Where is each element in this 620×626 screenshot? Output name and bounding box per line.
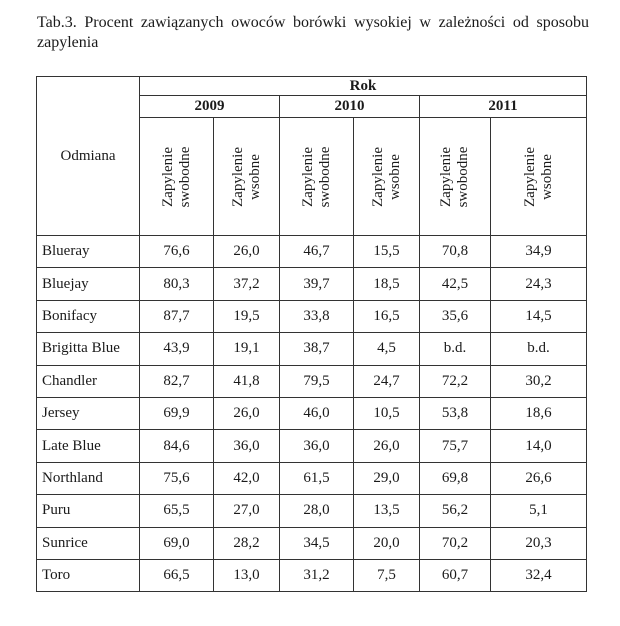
- table-row: [37, 430, 587, 462]
- value-cell: 36,0: [214, 430, 280, 462]
- method-header-free-2010: Zapylenie swobodne: [280, 118, 354, 236]
- table-row: [37, 268, 587, 300]
- value-cell: 69,9: [140, 397, 214, 429]
- variety-name-cell: Toro: [37, 559, 140, 591]
- value-cell: 10,5: [354, 397, 420, 429]
- rok-header: Rok: [140, 77, 587, 96]
- value-cell: 84,6: [140, 430, 214, 462]
- value-cell: 69,8: [420, 462, 491, 494]
- value-cell: 20,3: [491, 527, 587, 559]
- method-header-self-2011: Zapylenie wsobne: [491, 118, 587, 236]
- variety-name-cell: Bluejay: [37, 268, 140, 300]
- value-cell: 13,5: [354, 495, 420, 527]
- value-cell: 7,5: [354, 559, 420, 591]
- value-cell: 32,4: [491, 559, 587, 591]
- value-cell: b.d.: [491, 333, 587, 365]
- year-header-2009: 2009: [140, 96, 280, 118]
- value-cell: 24,7: [354, 365, 420, 397]
- value-cell: 66,5: [140, 559, 214, 591]
- value-cell: 30,2: [491, 365, 587, 397]
- value-cell: 61,5: [280, 462, 354, 494]
- pollination-table: [36, 76, 587, 592]
- value-cell: 34,9: [491, 236, 587, 268]
- value-cell: 14,0: [491, 430, 587, 462]
- table-row: [37, 527, 587, 559]
- value-cell: 26,6: [491, 462, 587, 494]
- variety-name-cell: Late Blue: [37, 430, 140, 462]
- method-header-free-2011: Zapylenie swobodne: [420, 118, 491, 236]
- value-cell: 24,3: [491, 268, 587, 300]
- table-caption: Tab.3. Procent zawiązanych owoców borówki wysokiej w zależności od sposobu zapylenia: [37, 14, 589, 51]
- value-cell: 26,0: [214, 236, 280, 268]
- value-cell: 79,5: [280, 365, 354, 397]
- variety-name-cell: Puru: [37, 495, 140, 527]
- table-row: [37, 365, 587, 397]
- value-cell: 26,0: [354, 430, 420, 462]
- value-cell: 46,7: [280, 236, 354, 268]
- value-cell: b.d.: [420, 333, 491, 365]
- value-cell: 60,7: [420, 559, 491, 591]
- value-cell: 76,6: [140, 236, 214, 268]
- variety-name-cell: Sunrice: [37, 527, 140, 559]
- variety-header: Odmiana: [37, 77, 140, 236]
- value-cell: 28,2: [214, 527, 280, 559]
- value-cell: 13,0: [214, 559, 280, 591]
- table-row: [37, 333, 587, 365]
- value-cell: 18,6: [491, 397, 587, 429]
- value-cell: 16,5: [354, 300, 420, 332]
- value-cell: 31,2: [280, 559, 354, 591]
- table-row: [37, 300, 587, 332]
- value-cell: 14,5: [491, 300, 587, 332]
- value-cell: 36,0: [280, 430, 354, 462]
- year-header-2010: 2010: [280, 96, 420, 118]
- method-header-self-2009: Zapylenie wsobne: [214, 118, 280, 236]
- value-cell: 69,0: [140, 527, 214, 559]
- value-cell: 72,2: [420, 365, 491, 397]
- value-cell: 53,8: [420, 397, 491, 429]
- table-row: [37, 462, 587, 494]
- value-cell: 87,7: [140, 300, 214, 332]
- value-cell: 34,5: [280, 527, 354, 559]
- table-body: [37, 236, 587, 592]
- value-cell: 19,1: [214, 333, 280, 365]
- value-cell: 18,5: [354, 268, 420, 300]
- value-cell: 5,1: [491, 495, 587, 527]
- value-cell: 75,7: [420, 430, 491, 462]
- value-cell: 70,2: [420, 527, 491, 559]
- table-row: [37, 397, 587, 429]
- value-cell: 15,5: [354, 236, 420, 268]
- variety-name-cell: Blueray: [37, 236, 140, 268]
- value-cell: 65,5: [140, 495, 214, 527]
- value-cell: 20,0: [354, 527, 420, 559]
- variety-name-cell: Jersey: [37, 397, 140, 429]
- variety-name-cell: Brigitta Blue: [37, 333, 140, 365]
- method-header-self-2010: Zapylenie wsobne: [354, 118, 420, 236]
- value-cell: 38,7: [280, 333, 354, 365]
- value-cell: 46,0: [280, 397, 354, 429]
- value-cell: 80,3: [140, 268, 214, 300]
- value-cell: 28,0: [280, 495, 354, 527]
- year-header-2011: 2011: [420, 96, 587, 118]
- value-cell: 39,7: [280, 268, 354, 300]
- value-cell: 35,6: [420, 300, 491, 332]
- value-cell: 4,5: [354, 333, 420, 365]
- value-cell: 75,6: [140, 462, 214, 494]
- value-cell: 82,7: [140, 365, 214, 397]
- value-cell: 42,5: [420, 268, 491, 300]
- table-row: [37, 495, 587, 527]
- method-header-free-2009: Zapylenie swobodne: [140, 118, 214, 236]
- header-row-rok: [37, 77, 587, 96]
- value-cell: 26,0: [214, 397, 280, 429]
- value-cell: 42,0: [214, 462, 280, 494]
- variety-name-cell: Northland: [37, 462, 140, 494]
- value-cell: 41,8: [214, 365, 280, 397]
- value-cell: 27,0: [214, 495, 280, 527]
- value-cell: 29,0: [354, 462, 420, 494]
- value-cell: 56,2: [420, 495, 491, 527]
- value-cell: 70,8: [420, 236, 491, 268]
- variety-name-cell: Chandler: [37, 365, 140, 397]
- value-cell: 33,8: [280, 300, 354, 332]
- value-cell: 37,2: [214, 268, 280, 300]
- value-cell: 43,9: [140, 333, 214, 365]
- variety-name-cell: Bonifacy: [37, 300, 140, 332]
- value-cell: 19,5: [214, 300, 280, 332]
- table-row: [37, 236, 587, 268]
- table-row: [37, 559, 587, 591]
